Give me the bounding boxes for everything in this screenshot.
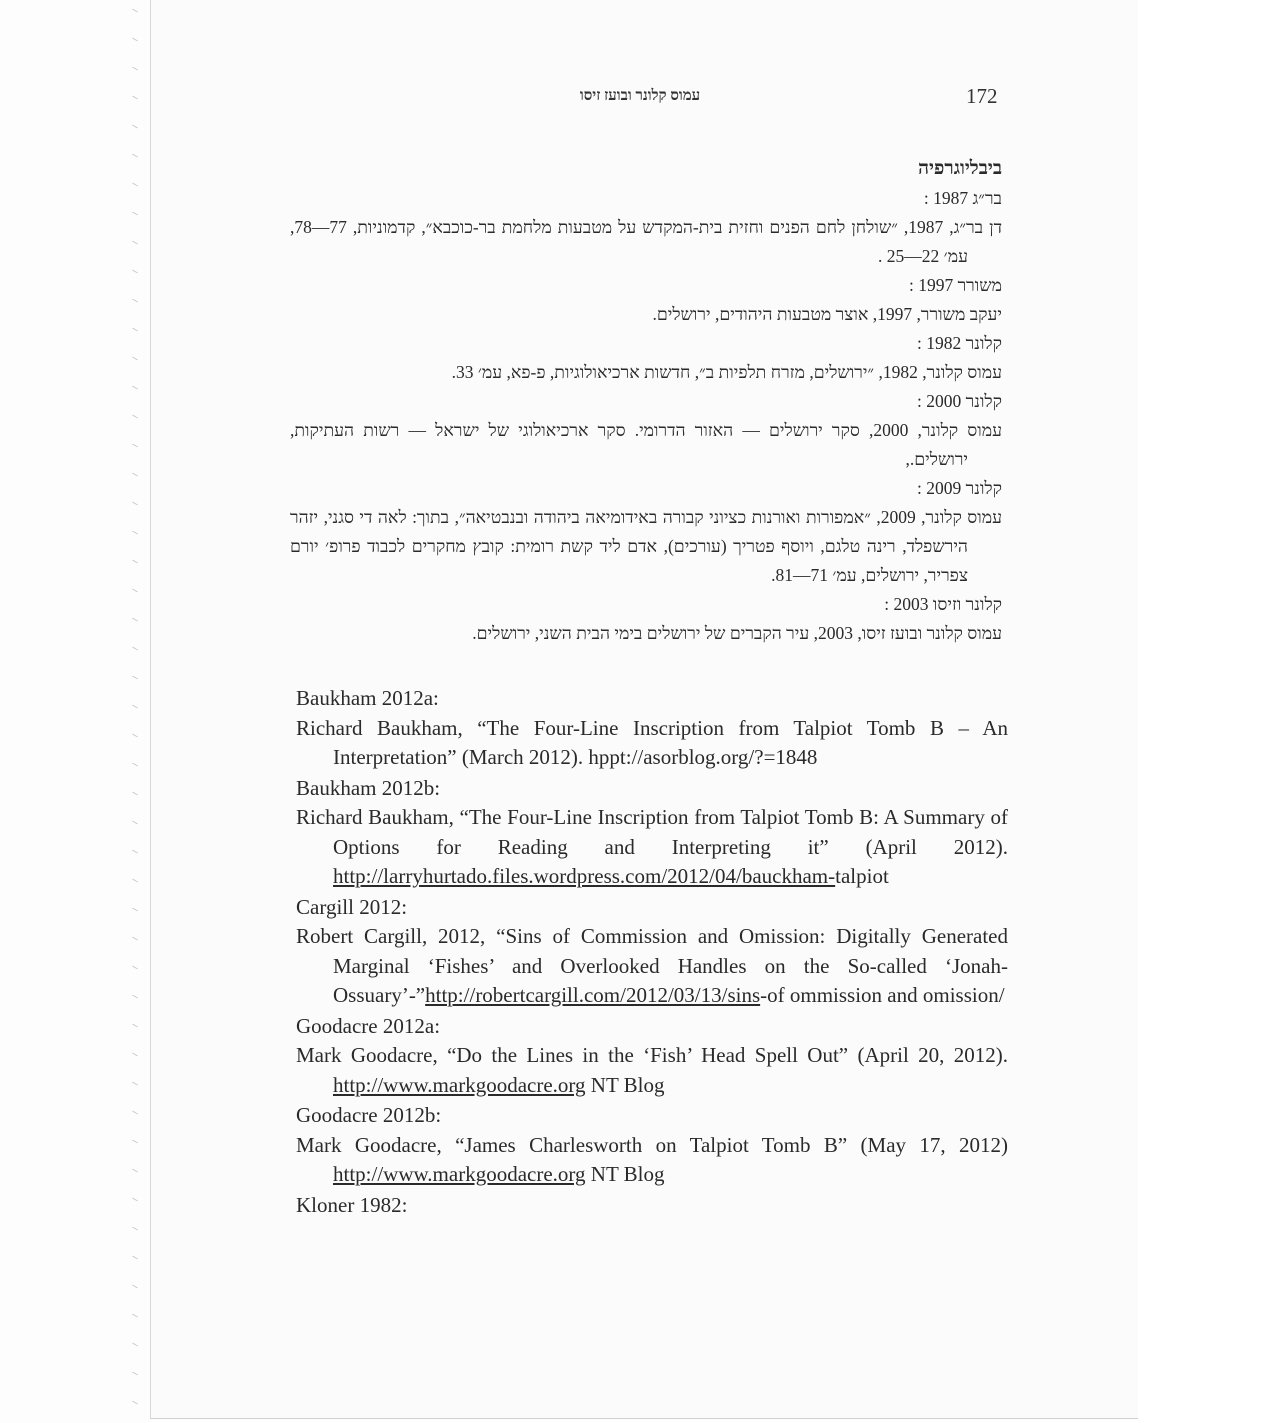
binding-tick bbox=[132, 1111, 138, 1115]
binding-tick bbox=[132, 560, 138, 564]
english-entry-citation bbox=[296, 1041, 1008, 1100]
citation-text: Robert Cargill, 2012, “Sins of Commission and Omission: Digitally Generated Marginal ‘Fishes’ and Overlooked Handles on the So-called ‘Jonah-Ossuary’-” bbox=[296, 924, 1008, 1007]
binding-tick bbox=[132, 966, 138, 970]
binding-tick bbox=[132, 995, 138, 999]
binding-tick bbox=[132, 1343, 138, 1347]
binding-tick bbox=[132, 1169, 138, 1173]
english-entry-citation bbox=[296, 714, 1008, 773]
page-number: 172 bbox=[966, 84, 998, 108]
citation-text: Richard Baukham, “The Four-Line Inscription from Talpiot Tomb B: A Summary of Options for Reading and Interpreting it” (April 2012). bbox=[296, 805, 1008, 859]
binding-tick bbox=[132, 241, 138, 245]
binding-tick bbox=[132, 618, 138, 622]
binding-tick bbox=[132, 589, 138, 593]
binding-tick bbox=[132, 1053, 138, 1057]
binding-tick bbox=[132, 357, 138, 361]
binding-tick bbox=[132, 1082, 138, 1086]
binding-tick bbox=[132, 1314, 138, 1318]
binding-tick bbox=[132, 444, 138, 448]
citation-link[interactable]: http://larryhurtado.files.wordpress.com/2012/04/bauckham- bbox=[333, 864, 836, 888]
hebrew-entry-key: קלונר 1982 : bbox=[917, 333, 1002, 353]
english-entry-key: Kloner 1982: bbox=[296, 1192, 408, 1217]
english-entry-citation bbox=[296, 803, 1008, 892]
binding-tick bbox=[132, 415, 138, 419]
binding-tick bbox=[132, 937, 138, 941]
binding-tick bbox=[132, 676, 138, 680]
binding-tick bbox=[132, 850, 138, 854]
citation-tail: talpiot bbox=[835, 864, 889, 888]
english-entry-key: Goodacre 2012b: bbox=[296, 1103, 442, 1127]
binding-tick bbox=[132, 1140, 138, 1144]
binding-tick bbox=[132, 502, 138, 506]
binding-tick bbox=[132, 879, 138, 883]
binding-tick bbox=[132, 1372, 138, 1376]
hebrew-entry-key: קלונר 2000 : bbox=[917, 391, 1002, 411]
citation-tail: NT Blog bbox=[585, 1162, 665, 1186]
binding-tick bbox=[132, 386, 138, 390]
binding-tick bbox=[132, 67, 138, 71]
binding-tick bbox=[132, 734, 138, 738]
english-entry-key: Baukham 2012b: bbox=[296, 775, 441, 800]
english-entry-citation bbox=[296, 922, 1008, 1011]
binding-tick bbox=[132, 299, 138, 303]
binding-tick bbox=[132, 763, 138, 767]
hebrew-entry-citation: עמוס קלונר ובועז זיסו, 2003, עיר הקברים של ירושלים בימי הבית השני, ירושלים. bbox=[472, 623, 1002, 643]
binding-tick bbox=[132, 1227, 138, 1231]
hebrew-entry-key: בר״ג 1987 : bbox=[923, 188, 1002, 208]
binding-tick bbox=[132, 908, 138, 912]
binding-tick bbox=[132, 1256, 138, 1260]
citation-text: Mark Goodacre, “Do the Lines in the ‘Fish’ Head Spell Out” (April 20, 2012). bbox=[296, 1043, 1008, 1067]
binding-tick bbox=[132, 38, 138, 42]
binding-tick bbox=[132, 212, 138, 216]
binding-tick bbox=[132, 154, 138, 158]
english-entry-key: Cargill 2012: bbox=[296, 894, 408, 919]
scan-background-right bbox=[1138, 0, 1267, 1423]
binding-tick bbox=[132, 1401, 138, 1405]
hebrew-entry-key: משורר 1997 : bbox=[908, 275, 1002, 295]
binding-tick bbox=[132, 9, 138, 13]
binding-tick bbox=[132, 473, 138, 477]
hebrew-entry-citation: דן בר״ג, 1987, ״שולחן לחם הפנים וחזית בית-המקדש על מטבעות מלחמת בר-כוכבא״, קדמוניות, 77—78, עמ׳ 22—25 . bbox=[290, 217, 1002, 266]
citation-text: Richard Baukham, “The Four-Line Inscription from Talpiot Tomb B – An Interpretation” (March 2012). hppt://asorblog.org/?=1848 bbox=[296, 715, 1008, 769]
citation-link[interactable]: http://robertcargill.com/2012/03/13/sins bbox=[425, 983, 761, 1007]
hebrew-bibliography-list bbox=[290, 184, 1002, 648]
english-entry-key: Baukham 2012a: bbox=[296, 686, 439, 710]
binding-tick bbox=[132, 1024, 138, 1028]
citation-tail: -of ommission and omission/ bbox=[760, 983, 1005, 1007]
running-head: עמוס קלונר ובועז זיסו bbox=[579, 88, 701, 104]
binding-tick bbox=[132, 96, 138, 100]
hebrew-entry-citation: יעקב משורר, 1997, אוצר מטבעות היהודים, ירושלים. bbox=[652, 304, 1002, 324]
english-entry-key: Goodacre 2012a: bbox=[296, 1013, 441, 1038]
binding-tick bbox=[132, 821, 138, 825]
binding-tick bbox=[132, 792, 138, 796]
binding-tick bbox=[132, 531, 138, 535]
binding-edge bbox=[128, 0, 144, 1423]
binding-tick bbox=[132, 125, 138, 129]
binding-tick bbox=[132, 1285, 138, 1289]
binding-tick bbox=[132, 328, 138, 332]
english-bibliography-list bbox=[296, 684, 1008, 1220]
binding-tick bbox=[132, 270, 138, 274]
binding-tick bbox=[132, 705, 138, 709]
citation-link[interactable]: http://www.markgoodacre.org bbox=[333, 1072, 586, 1097]
hebrew-entry-key: קלונר וזיסו 2003 : bbox=[884, 594, 1002, 614]
citation-link[interactable]: http://www.markgoodacre.org bbox=[333, 1162, 586, 1186]
hebrew-entry-citation: עמוס קלונר, 2009, ״אמפורות ואורנות כציוני קבורה באידומיאה ביהודה ובנבטיאה״, בתוך: לאה די סגני, יזהר הירשפלד, רינה טלגם, ויוסף פטריך (עורכים), אדם ליד קשת רומית: קובץ מחקרים לכבוד פרופ׳ יורם צפריר, ירושלים, עמ׳ 71—81. bbox=[290, 507, 1003, 585]
binding-tick bbox=[132, 183, 138, 187]
hebrew-entry-citation: עמוס קלונר, 1982, ״ירושלים, מזרח תלפיות ב״, חדשות ארכיאולוגיות, פ-פא, עמ׳ 33. bbox=[451, 362, 1002, 382]
bibliography-title: ביבליוגרפיה bbox=[918, 158, 1002, 179]
english-entry-citation bbox=[296, 1131, 1008, 1190]
citation-tail: NT Blog bbox=[585, 1072, 665, 1097]
hebrew-entry-key: קלונר 2009 : bbox=[917, 478, 1002, 498]
binding-tick bbox=[132, 647, 138, 651]
citation-text: Mark Goodacre, “James Charlesworth on Talpiot Tomb B” (May 17, 2012) bbox=[296, 1132, 1008, 1157]
binding-tick bbox=[132, 1198, 138, 1202]
hebrew-entry-citation: עמוס קלונר, 2000, סקר ירושלים — האזור הדרומי. סקר ארכיאולוגי של ישראל — רשות העתיקות, ירושלים., bbox=[290, 420, 1002, 469]
